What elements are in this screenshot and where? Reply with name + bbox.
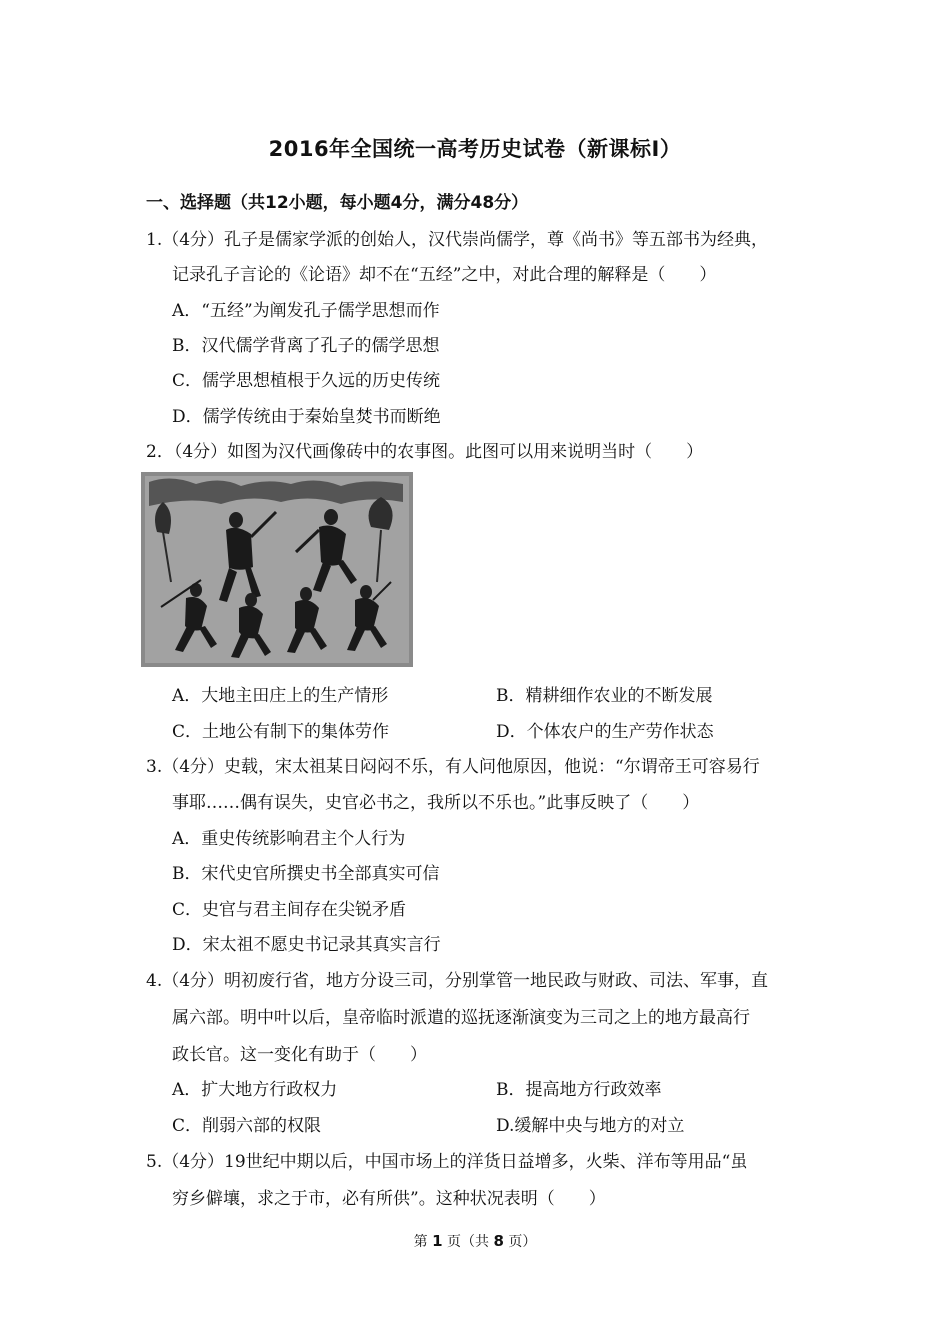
question-2-option-d: D．个体农户的生产劳作状态 [496, 722, 714, 742]
page-title: 2016年全国统一高考历史试卷（新课标Ⅰ） [268, 137, 682, 161]
footer-total-pages: 8 [493, 1232, 504, 1250]
question-1-option-b: B．汉代儒学背离了孔子的儒学思想 [172, 336, 440, 356]
question-1-line-2: 记录孔子言论的《论语》却不在“五经”之中，对此合理的解释是（ ） [172, 265, 717, 285]
question-4-option-a: A．扩大地方行政权力 [172, 1080, 338, 1100]
question-1-option-a: A．“五经”为阐发孔子儒学思想而作 [172, 301, 440, 321]
question-3-line-2: 事耶……偶有误失，史官必书之，我所以不乐也。”此事反映了（ ） [172, 793, 700, 813]
question-1-option-c: C．儒学思想植根于久远的历史传统 [172, 371, 441, 391]
question-4-line-1: 4.（4分）明初废行省，地方分设三司，分别掌管一地民政与财政、司法、军事，直 [146, 971, 769, 991]
question-4-option-d: D.缓解中央与地方的对立 [496, 1116, 685, 1136]
footer-page-number: 1 [432, 1232, 443, 1250]
question-4-line-3: 政长官。这一变化有助于（ ） [172, 1045, 427, 1065]
question-3-option-b: B．宋代史官所撰史书全部真实可信 [172, 864, 440, 884]
footer-middle: 页（共 [447, 1234, 489, 1250]
question-3-option-d: D．宋太祖不愿史书记录其真实言行 [172, 935, 441, 955]
question-3-option-c: C．史官与君主间存在尖锐矛盾 [172, 900, 407, 920]
footer-prefix: 第 [413, 1234, 428, 1250]
page-footer [0, 1231, 950, 1251]
section-heading: 一、选择题（共12小题，每小题4分，满分48分） [146, 193, 529, 213]
question-1-option-d: D．儒学传统由于秦始皇焚书而断绝 [172, 407, 441, 427]
question-2-option-c: C．土地公有制下的集体劳作 [172, 722, 390, 742]
question-2-line-1: 2．（4分）如图为汉代画像砖中的农事图。此图可以用来说明当时（ ） [146, 442, 704, 462]
question-4-line-2: 属六部。明中叶以后，皇帝临时派遣的巡抚逐渐演变为三司之上的地方最高行 [172, 1008, 750, 1028]
question-4-option-b: B．提高地方行政效率 [496, 1080, 662, 1100]
question-2-option-b: B．精耕细作农业的不断发展 [496, 686, 713, 706]
question-5-line-2: 穷乡僻壤，求之于市，必有所供”。这种状况表明（ ） [172, 1189, 606, 1209]
question-1-line-1: 1.（4分）孔子是儒家学派的创始人，汉代崇尚儒学，尊《尚书》等五部书为经典， [146, 230, 769, 250]
question-3-option-a: A．重史传统影响君主个人行为 [172, 829, 406, 849]
question-4-option-c: C．削弱六部的权限 [172, 1116, 322, 1136]
han-farming-relief-image [141, 472, 413, 667]
question-2-option-a: A．大地主田庄上的生产情形 [172, 686, 389, 706]
question-5-line-1: 5.（4分）19世纪中期以后，中国市场上的洋货日益增多，火柴、洋布等用品“虽 [146, 1152, 748, 1172]
question-3-line-1: 3.（4分）史载，宋太祖某日闷闷不乐，有人问他原因，他说：“尔谓帝王可容易行 [146, 757, 760, 777]
footer-suffix: 页） [508, 1234, 537, 1250]
